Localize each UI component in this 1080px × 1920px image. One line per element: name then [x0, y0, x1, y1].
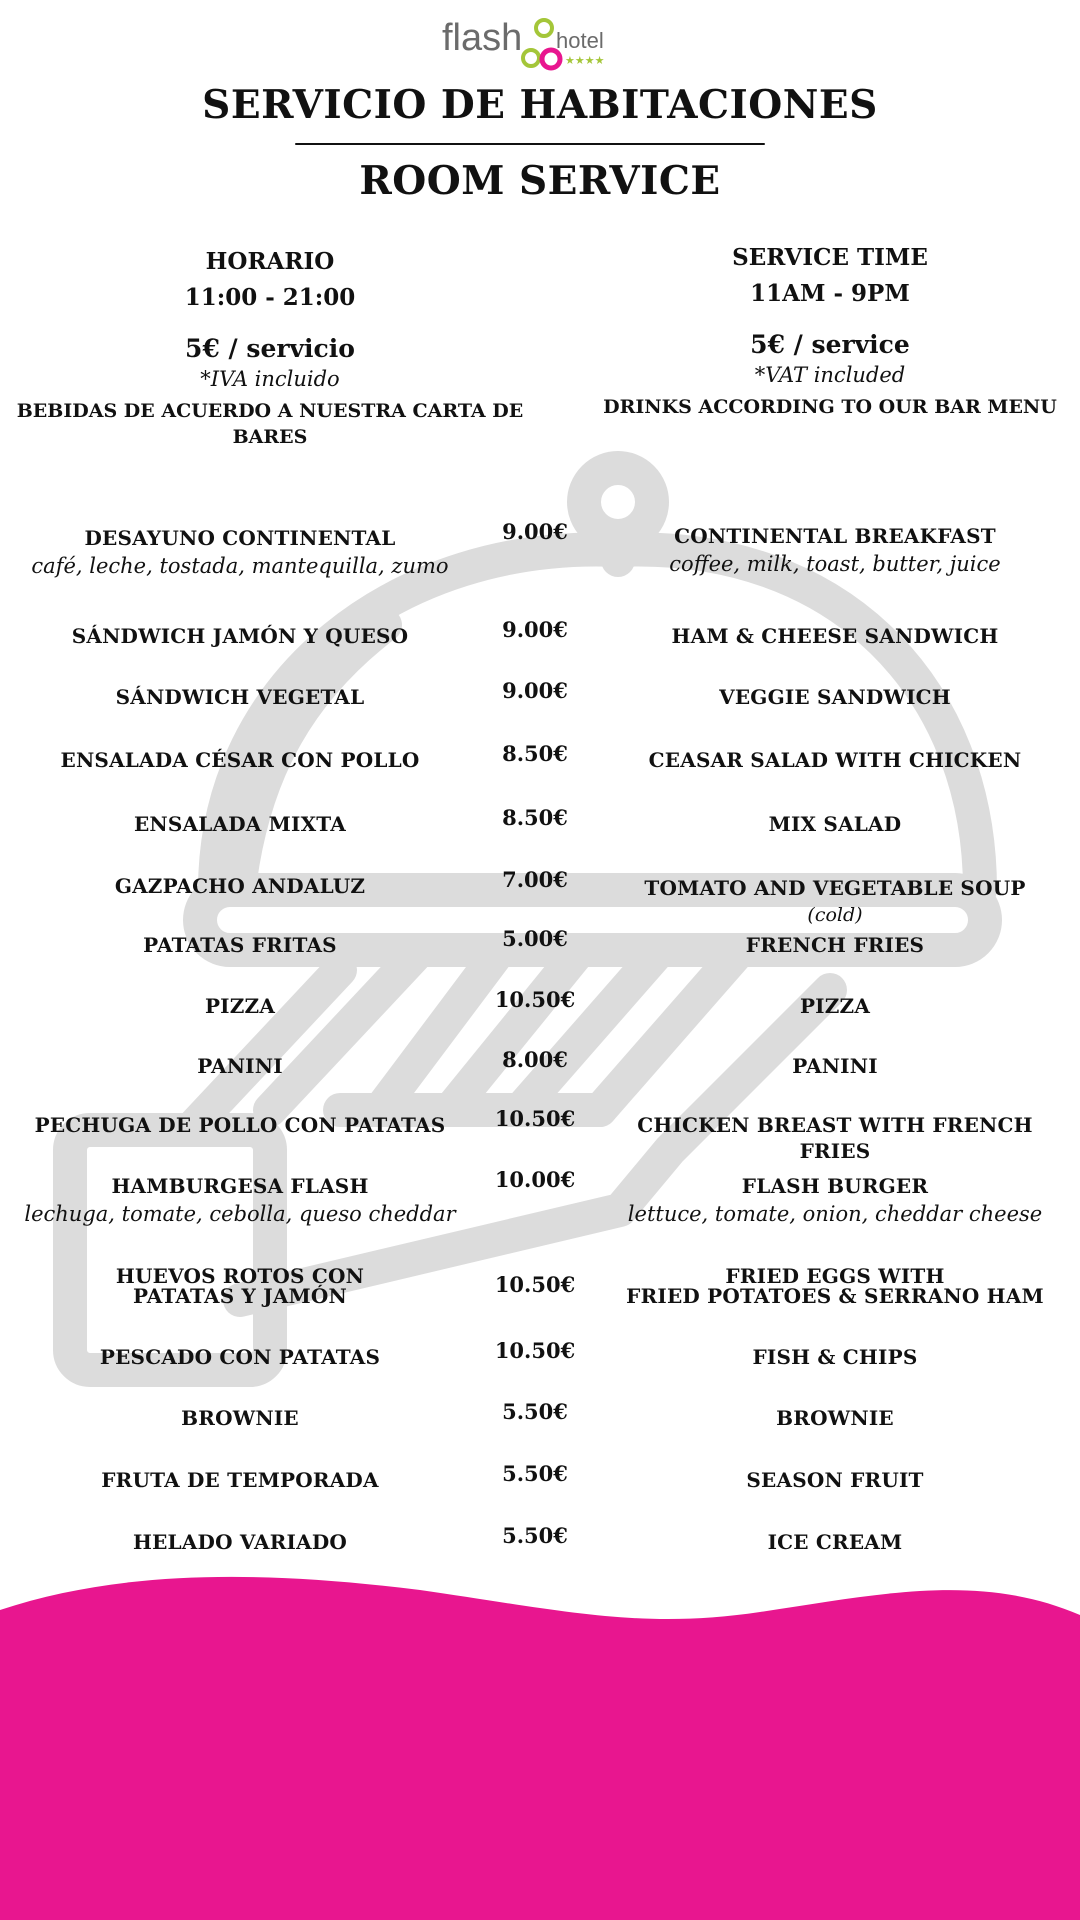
- dish-name-en: VEGGIE SANDWICH: [719, 685, 951, 709]
- dish-name-es: HELADO VARIADO: [133, 1530, 347, 1554]
- dish-name-en: [600, 523, 1070, 579]
- dish-name-en: SEASON FRUIT: [746, 1468, 924, 1492]
- hours-en: 11AM - 9PM: [750, 280, 910, 307]
- service-fee-en: 5€ / service: [750, 330, 910, 359]
- dish-price: 9.00€: [502, 519, 568, 544]
- dish-title-en-line2: FRIED POTATOES & SERRANO HAM: [626, 1284, 1044, 1308]
- dish-name-en: BROWNIE: [776, 1406, 894, 1430]
- dish-name-en: ICE CREAM: [767, 1530, 903, 1554]
- tax-note-es: *IVA incluido: [200, 367, 340, 391]
- dish-price: 10.50€: [494, 1106, 576, 1131]
- dish-desc-en: lettuce, tomate, onion, cheddar cheese: [627, 1202, 1043, 1226]
- dish-price: 5.50€: [502, 1399, 568, 1424]
- dish-price: 10.50€: [494, 1338, 576, 1363]
- dish-title-es: HUEVOS ROTOS CON: [115, 1264, 365, 1288]
- dish-name-en: [600, 875, 1070, 929]
- dish-price: 5.50€: [502, 1523, 568, 1548]
- title-en: ROOM SERVICE: [359, 158, 721, 204]
- service-fee-es: 5€ / servicio: [185, 334, 355, 363]
- dish-name-en: FRENCH FRIES: [745, 933, 925, 957]
- dish-title-es: HAMBURGESA FLASH: [111, 1174, 369, 1198]
- dish-desc-es: café, leche, tostada, mantequilla, zumo: [31, 554, 449, 578]
- dish-name-es: GAZPACHO ANDALUZ: [114, 874, 366, 898]
- dish-price: 8.00€: [502, 1047, 568, 1072]
- dish-name-en: [600, 1173, 1070, 1229]
- dish-price: 10.50€: [494, 987, 576, 1012]
- dish-price: 9.00€: [502, 678, 568, 703]
- tax-note-en: *VAT included: [754, 363, 906, 387]
- dish-name-es: BROWNIE: [181, 1406, 299, 1430]
- logo-sub: hotel: [556, 28, 604, 53]
- hotel-logo: [440, 14, 620, 76]
- dish-title-en: TOMATO AND VEGETABLE SOUP: [644, 876, 1026, 900]
- dish-name-es: [10, 525, 470, 581]
- title-divider: [295, 143, 765, 145]
- dish-name-es: PECHUGA DE POLLO CON PATATAS: [34, 1113, 446, 1137]
- dish-desc-en: coffee, milk, toast, butter, juice: [669, 552, 1001, 576]
- hours-es: 11:00 - 21:00: [184, 284, 356, 311]
- dish-title-en: FLASH BURGER: [741, 1174, 929, 1198]
- drinks-note-es: BEBIDAS DE ACUERDO A NUESTRA CARTA DE BARES: [16, 400, 524, 448]
- dish-name-es: [10, 1266, 470, 1306]
- dish-name-es: PESCADO CON PATATAS: [99, 1345, 381, 1369]
- info-es: [5, 244, 535, 450]
- dish-price: 8.50€: [502, 805, 568, 830]
- dish-name-en: HAM & CHEESE SANDWICH: [671, 624, 999, 648]
- dish-name-en: MIX SALAD: [768, 812, 902, 836]
- logo-stars: ★★★★: [565, 54, 605, 67]
- hours-label-en: SERVICE TIME: [732, 244, 928, 271]
- dish-price: 10.00€: [494, 1167, 576, 1192]
- dish-title-en: FRIED EGGS WITH: [725, 1264, 945, 1288]
- logo-word: flash: [442, 17, 523, 59]
- dish-name-es: ENSALADA CÉSAR CON POLLO: [60, 748, 420, 772]
- dish-name-es: PIZZA: [204, 994, 276, 1018]
- dish-name-en: CEASAR SALAD WITH CHICKEN: [648, 748, 1022, 772]
- dish-name-es: SÁNDWICH JAMÓN Y QUESO: [71, 624, 409, 648]
- footer-wave: [0, 1560, 1080, 1920]
- dish-title-es-line2: PATATAS Y JAMÓN: [133, 1284, 347, 1308]
- dish-desc-es: lechuga, tomate, cebolla, queso cheddar: [24, 1202, 456, 1226]
- dish-price: 5.50€: [502, 1461, 568, 1486]
- dish-name-es: ENSALADA MIXTA: [133, 812, 346, 836]
- dish-name-es: FRUTA DE TEMPORADA: [101, 1468, 379, 1492]
- dish-name-en: [600, 1266, 1070, 1306]
- dish-price: 10.50€: [494, 1272, 576, 1297]
- dish-price: 5.00€: [502, 926, 568, 951]
- footer-wave-shape: [0, 1577, 1080, 1920]
- dish-desc-en: (cold): [807, 904, 863, 926]
- dish-name-es: SÁNDWICH VEGETAL: [115, 685, 365, 709]
- hours-label-es: HORARIO: [205, 248, 335, 275]
- drinks-note-en: DRINKS ACCORDING TO OUR BAR MENU: [603, 396, 1057, 418]
- title-es: SERVICIO DE HABITACIONES: [202, 82, 878, 128]
- dish-title-es: DESAYUNO CONTINENTAL: [84, 526, 396, 550]
- dish-name-en: PIZZA: [799, 994, 871, 1018]
- dish-name-es: PATATAS FRITAS: [143, 933, 337, 957]
- dish-price: 8.50€: [502, 741, 568, 766]
- dish-name-es: PANINI: [197, 1054, 283, 1078]
- dish-price: 7.00€: [502, 867, 568, 892]
- dish-name-es: [10, 1173, 470, 1229]
- dish-price: 9.00€: [502, 617, 568, 642]
- info-en: [565, 240, 1080, 420]
- dish-name-en: FISH & CHIPS: [752, 1345, 918, 1369]
- dish-name-en: PANINI: [792, 1054, 878, 1078]
- dish-title-en: CONTINENTAL BREAKFAST: [674, 524, 996, 548]
- dish-name-en: CHICKEN BREAST WITH FRENCH FRIES: [637, 1113, 1033, 1163]
